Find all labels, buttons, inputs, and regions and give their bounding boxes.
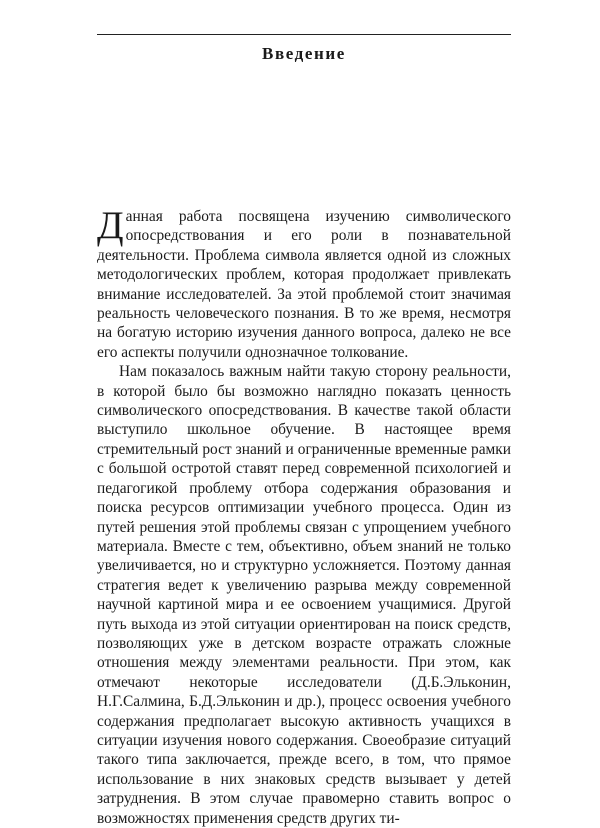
paragraph-2: Нам показалось важным найти такую сторону реальности, в которой было бы возможно наглядно показать ценность символического опосредствования. В качестве такой области выступило школьное обучение. В настоящее время стремительный рост знаний и ограниченные временные рамки с большой остротой ставят перед современной психологией и педагогикой проблему отбора содержания образования и поиска ресурсов оптимизации учебного процесса. Один из путей решения этой проблемы связан с упрощением учебного материала. Вместе с тем, объективно, объем знаний не только увеличивается, но и структурно усложняется. Поэтому данная стратегия ведет к увеличению разрыва между современной научной картиной мира и ее освоением учащимися. Другой путь выхода из этой ситуации ориентирован на поиск средств, позволяющих уже в детском возрасте отражать сложные отношения между элементами реальности. При этом, как отмечают некоторые исследователи (Д.Б.Эльконин, Н.Г.Салмина, Б.Д.Эльконин и др.), процесс освоения учебного содержания предполагает высокую активность учащихся в ситуации изучения нового содержания. Своеобразие ситуаций такого типа заключается, прежде всего, в том, что прямое использование в них знаковых средств вызывает у детей затруднения. В этом случае правомерно ставить вопрос о возможностях применения средств других ти-	[97, 363, 511, 827]
paragraph-1	[97, 204, 511, 362]
drop-cap: Д	[97, 204, 124, 247]
body-text	[97, 204, 511, 828]
top-rule	[97, 34, 511, 35]
section-heading: Введение	[262, 44, 346, 63]
paragraph-1-text: анная работа посвящена изучению символического опосредствования и его роли в познавательной деятельности. Проблема символа является одной из сложных методологических проблем, которая продолжает привлекать внимание исследователей. За этой проблемой стоит значимая реальность человеческого познания. В то же время, несмотря на богатую историю изучения данного вопроса, далеко не все его аспекты получили однозначное толкование.	[97, 208, 511, 361]
